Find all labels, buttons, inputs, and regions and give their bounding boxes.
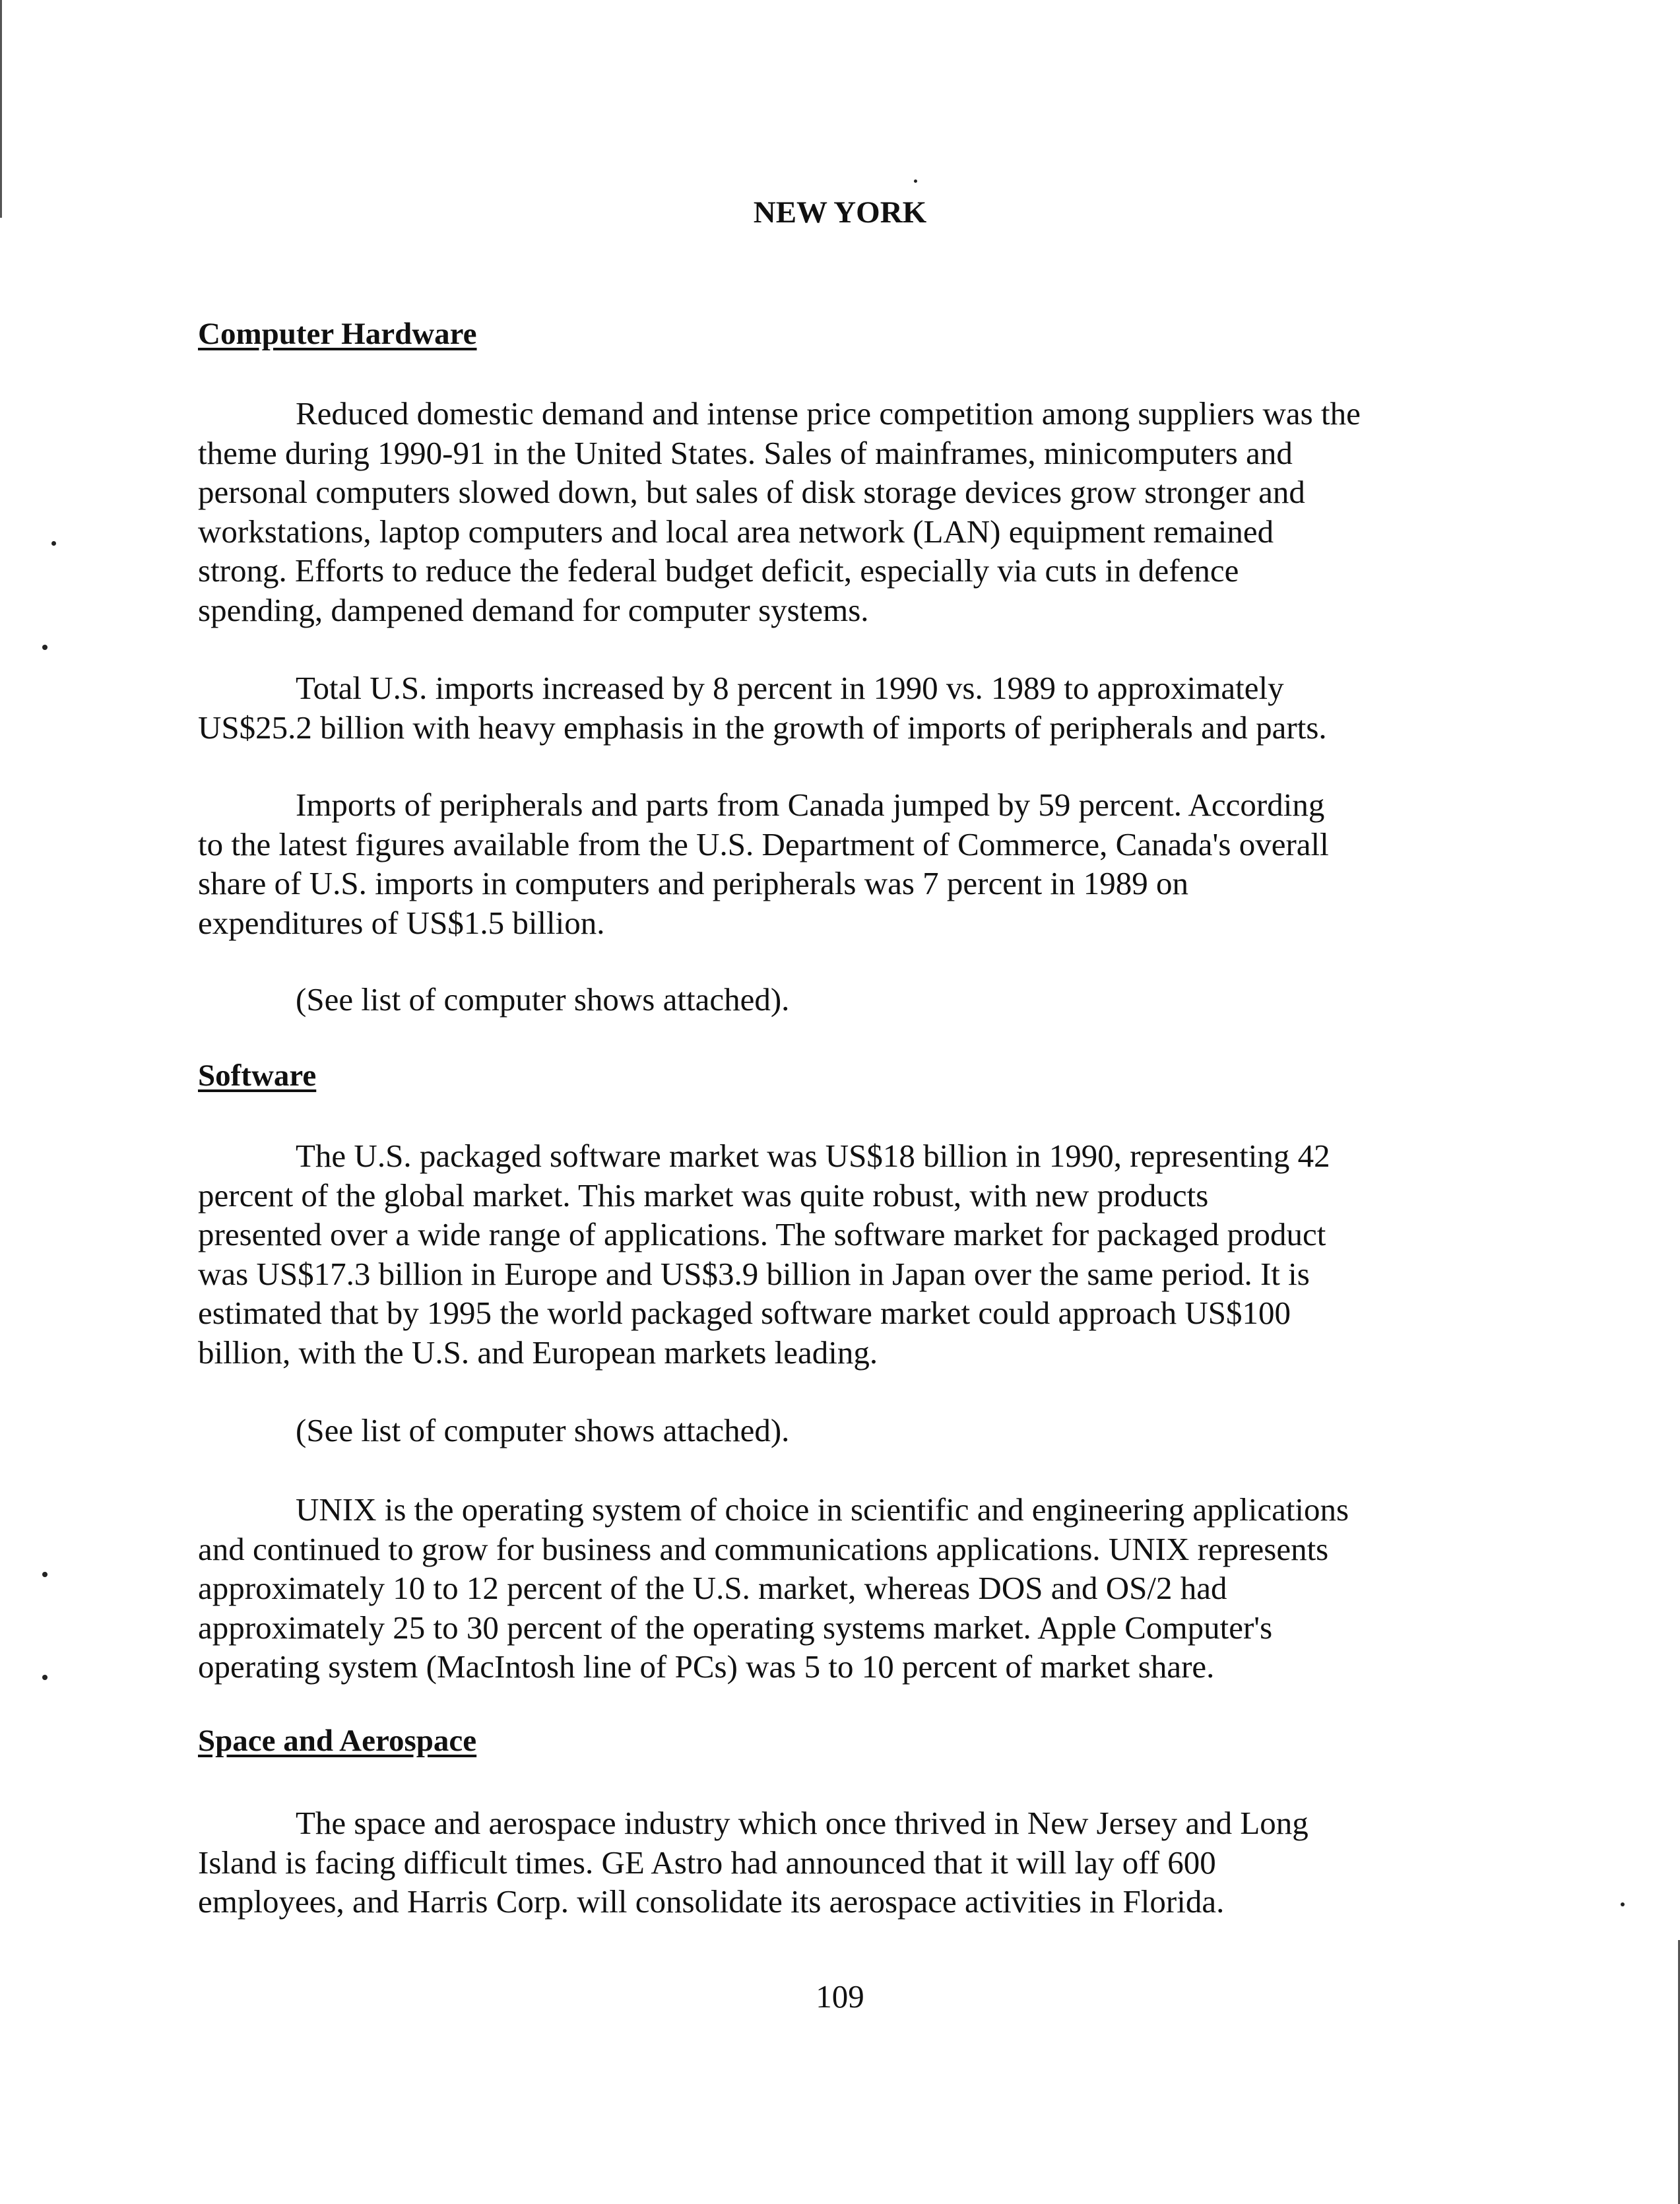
text-line: Imports of peripherals and parts from Canada jumped by 59 percent. According: [296, 787, 1325, 823]
text-line: billion, with the U.S. and European markets leading.: [198, 1334, 878, 1371]
text-line: operating system (MacIntosh line of PCs) was 5 to 10 percent of market share.: [198, 1648, 1215, 1685]
paragraph: [198, 1803, 1504, 1922]
text-line: expenditures of US$1.5 billion.: [198, 904, 605, 941]
paragraph: [198, 1136, 1504, 1372]
scan-speck: [51, 541, 56, 546]
paragraph: [198, 1490, 1504, 1687]
text-line: theme during 1990-91 in the United States. Sales of mainframes, minicomputers and: [198, 434, 1293, 471]
text-line: approximately 25 to 30 percent of the operating systems market. Apple Computer's: [198, 1609, 1273, 1646]
text-line: strong. Efforts to reduce the federal budget deficit, especially via cuts in defence: [198, 552, 1239, 589]
text-line: estimated that by 1995 the world packaged software market could approach US$100: [198, 1295, 1291, 1331]
paragraph: [198, 668, 1504, 747]
text-line: employees, and Harris Corp. will consolidate its aerospace activities in Florida.: [198, 1883, 1225, 1920]
text-line: The U.S. packaged software market was US$18 billion in 1990, representing 42: [296, 1138, 1330, 1174]
text-line: Island is facing difficult times. GE Astro had announced that it will lay off 600: [198, 1844, 1216, 1881]
text-line: US$25.2 billion with heavy emphasis in the growth of imports of peripherals and parts.: [198, 709, 1327, 746]
scan-speck: [42, 1572, 48, 1577]
scan-speck: [914, 179, 917, 183]
text-line: spending, dampened demand for computer systems.: [198, 591, 869, 628]
scan-edge-left: [0, 0, 2, 218]
text-line: percent of the global market. This market was quite robust, with new products: [198, 1177, 1209, 1214]
text-line: UNIX is the operating system of choice in scientific and engineering applications: [296, 1491, 1349, 1528]
paragraph: [198, 980, 1504, 1020]
paragraph: [198, 1411, 1504, 1450]
text-line: personal computers slowed down, but sales of disk storage devices grow stronger and: [198, 474, 1305, 510]
text-line: workstations, laptop computers and local area network (LAN) equipment remained: [198, 513, 1274, 550]
text-line: approximately 10 to 12 percent of the U.S. market, whereas DOS and OS/2 had: [198, 1570, 1227, 1606]
page-title: NEW YORK: [753, 195, 927, 230]
page-number: 109: [816, 1978, 864, 2015]
scan-speck: [42, 645, 48, 650]
text-line: presented over a wide range of applications. The software market for packaged product: [198, 1216, 1326, 1252]
text-line: Total U.S. imports increased by 8 percent in 1990 vs. 1989 to approximately: [296, 670, 1284, 706]
text-line: The space and aerospace industry which once thrived in New Jersey and Long: [296, 1805, 1308, 1841]
text-line: was US$17.3 billion in Europe and US$3.9 billion in Japan over the same period. It is: [198, 1255, 1310, 1292]
paragraph: [198, 394, 1504, 630]
text-line: and continued to grow for business and communications applications. UNIX represents: [198, 1530, 1329, 1567]
section-heading-software: Software: [198, 1058, 317, 1093]
text-line: (See list of computer shows attached).: [296, 981, 790, 1018]
text-line: to the latest figures available from the U.S. Department of Commerce, Canada's overall: [198, 826, 1329, 862]
scan-speck: [42, 1675, 48, 1680]
text-line: share of U.S. imports in computers and peripherals was 7 percent in 1989 on: [198, 865, 1188, 901]
section-heading-space-and-aerospace: Space and Aerospace: [198, 1724, 477, 1758]
section-heading-computer-hardware: Computer Hardware: [198, 317, 477, 351]
scan-speck: [1621, 1902, 1625, 1906]
text-line: Reduced domestic demand and intense price competition among suppliers was the: [296, 395, 1361, 432]
paragraph: [198, 785, 1504, 942]
text-line: (See list of computer shows attached).: [296, 1412, 790, 1448]
